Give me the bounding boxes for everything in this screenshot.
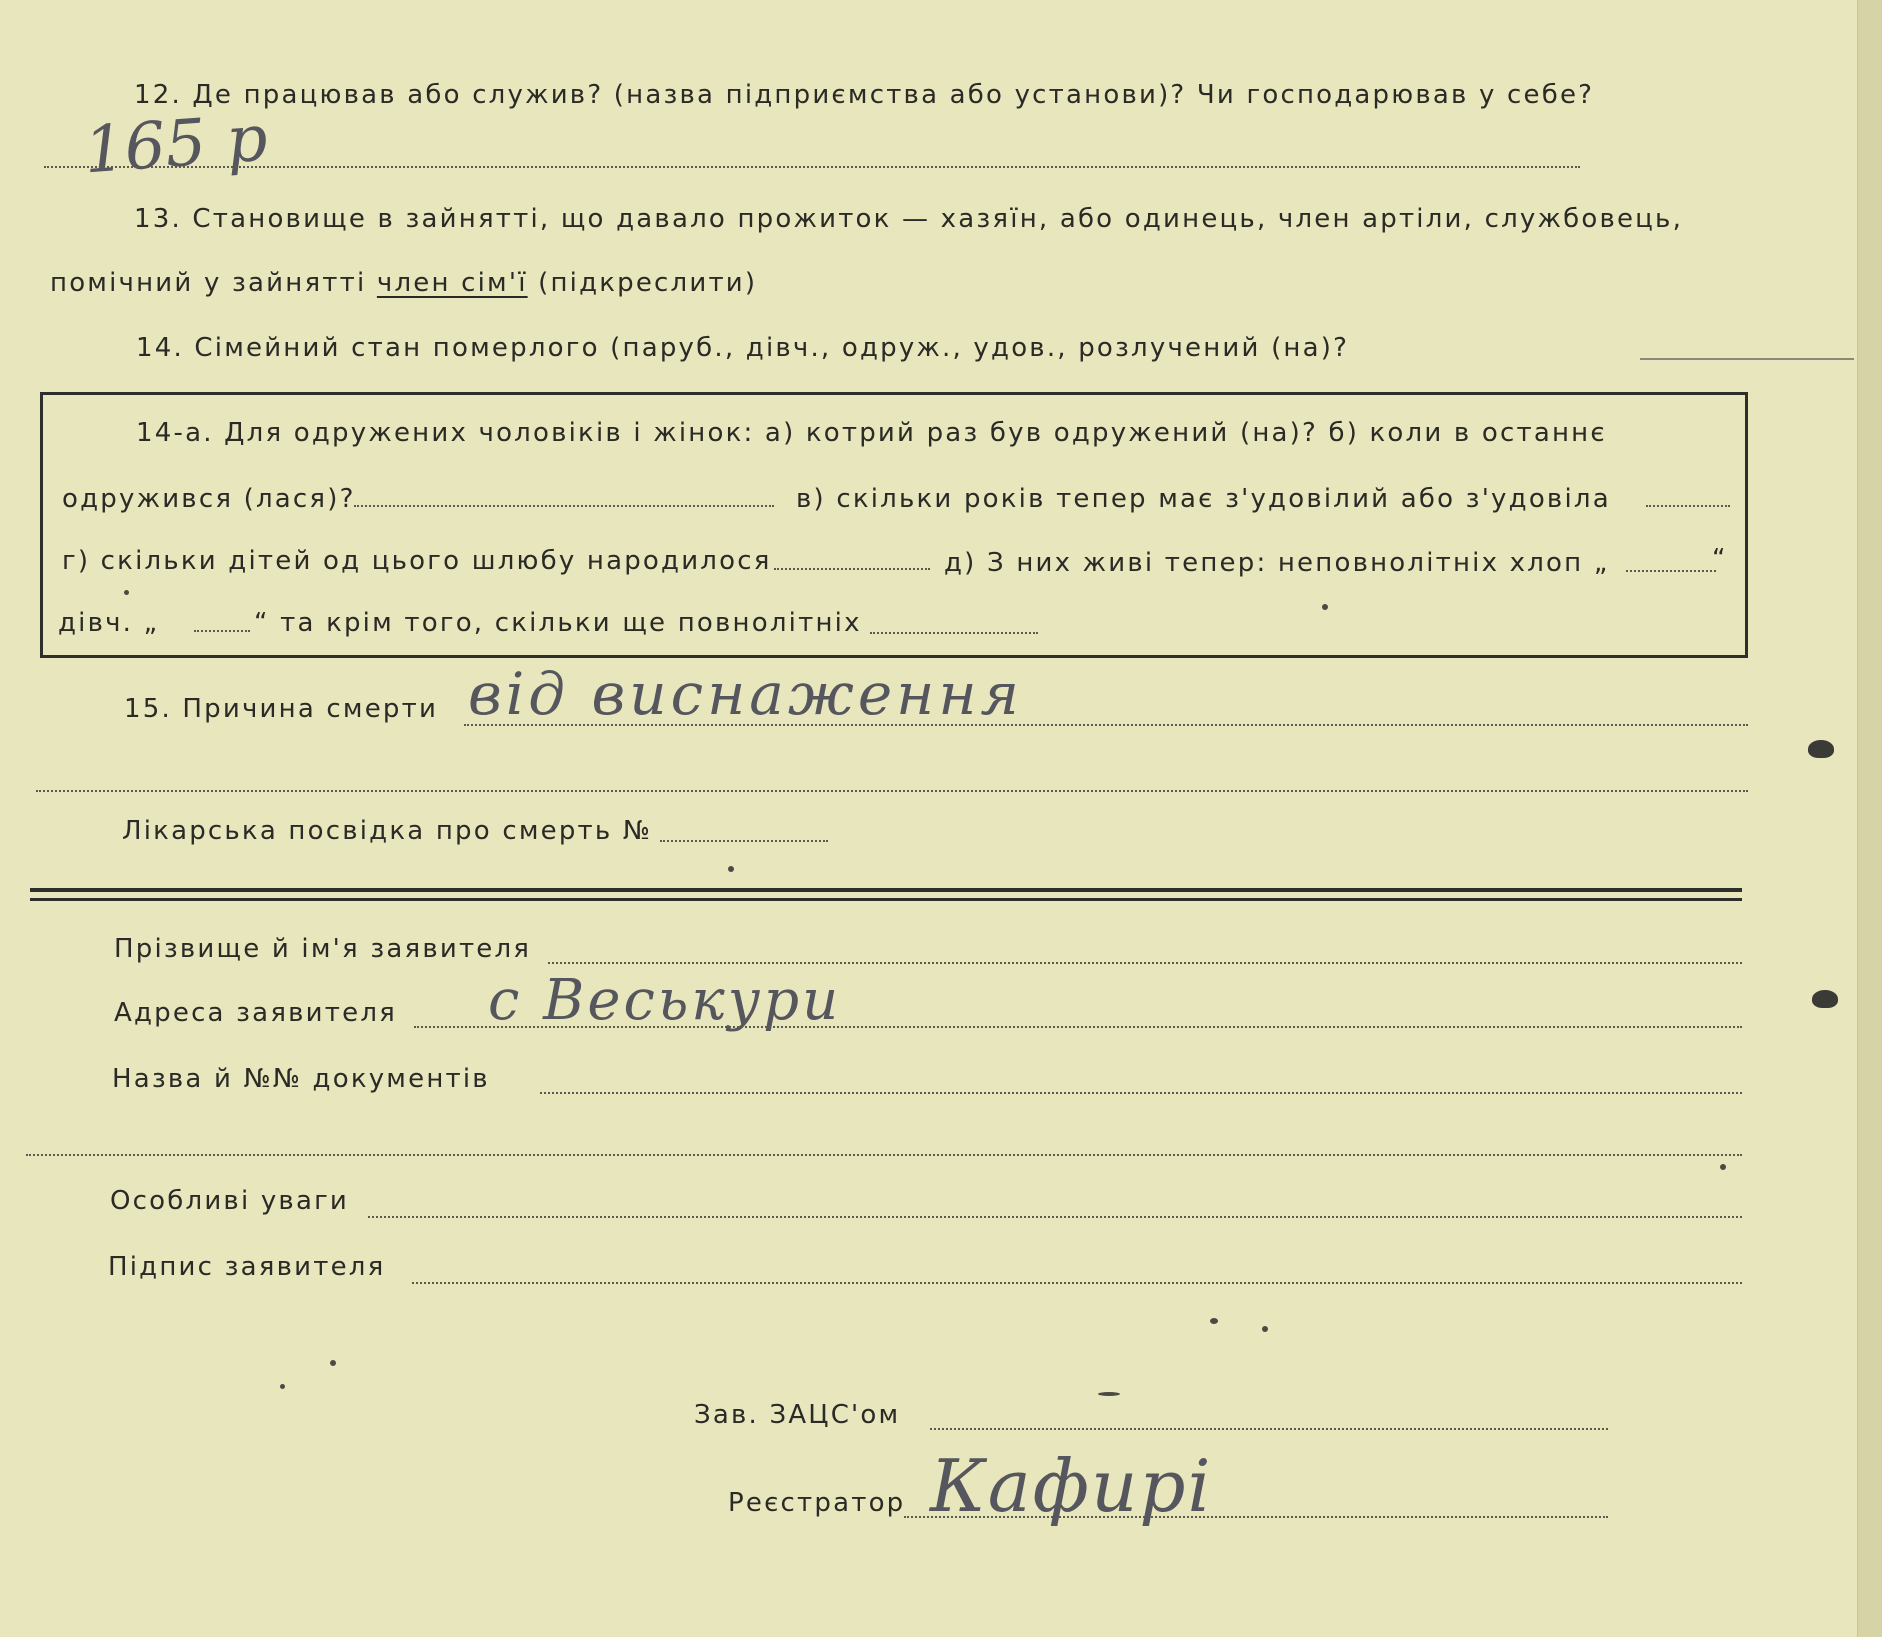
registry-head-label: Зав. ЗАЦС'ом — [694, 1400, 901, 1430]
question-14-label: 14. Сімейний стан померлого (паруб., дівч., одруж., удов., розлучений (на)? — [136, 333, 1350, 363]
applicant-documents-second-line — [26, 1154, 1742, 1156]
question-14a-girls-label: дівч. „ — [58, 608, 160, 638]
margin-note: 165 р — [81, 101, 270, 189]
applicant-name-label: Прізвище й ім'я заявителя — [114, 934, 532, 964]
paper-speck — [1210, 1318, 1218, 1324]
question-14a-minor-boys-line — [1626, 570, 1716, 572]
registrar-label: Реєстратор — [728, 1488, 906, 1518]
applicant-documents-line — [540, 1092, 1742, 1094]
question-14a-girls-line — [194, 630, 250, 632]
paper-speck — [124, 590, 129, 595]
question-14a-quote-close: “ — [1712, 544, 1728, 574]
applicant-signature-line — [412, 1282, 1742, 1284]
question-14a-adults-line — [870, 632, 1038, 634]
section-divider-bottom — [30, 898, 1742, 901]
paper-speck — [1262, 1326, 1268, 1332]
paper-edge — [1857, 0, 1882, 1637]
question-13-underlined-option: член сім'ї — [376, 268, 528, 298]
question-15-label: 15. Причина смерти — [124, 694, 439, 724]
registrar-signature: Кафирі — [930, 1444, 1213, 1528]
applicant-documents-label: Назва й №№ документів — [112, 1064, 490, 1094]
medical-certificate-label: Лікарська посвідка про смерть № — [122, 816, 653, 846]
applicant-address-handwritten: с Веськури — [488, 968, 842, 1033]
registry-head-line — [930, 1428, 1608, 1430]
question-14a-adults-label: “ та крім того, скільки ще повнолітніх — [254, 608, 862, 638]
special-notes-line — [368, 1216, 1742, 1218]
binding-hole — [1808, 740, 1834, 758]
applicant-signature-label: Підпис заявителя — [108, 1252, 386, 1282]
question-12-answer-line — [44, 166, 1580, 168]
applicant-address-label: Адреса заявителя — [114, 998, 397, 1028]
question-14a-children-line — [774, 568, 930, 570]
applicant-name-line — [548, 962, 1742, 964]
paper-speck — [330, 1360, 336, 1366]
question-14a-widowed-line — [1646, 505, 1730, 507]
paper-speck — [728, 866, 734, 872]
question-15-second-line — [36, 790, 1748, 792]
special-notes-label: Особливі уваги — [110, 1186, 350, 1216]
paper-speck — [280, 1384, 285, 1389]
paper-speck — [1098, 1392, 1120, 1396]
question-14a-line1: 14-а. Для одружених чоловіків і жінок: а) котрий раз був одружений (на)? б) коли в останнє — [136, 418, 1607, 448]
question-14-answer-line — [1640, 358, 1854, 360]
question-14a-married-line — [354, 505, 774, 507]
question-13-line2 — [50, 268, 757, 298]
question-13-line1: 13. Становище в зайнятті, що давало прожиток — хазяїн, або одинець, член артіли, службовець, — [134, 204, 1684, 234]
question-14a-married-label: одружився (лася)? — [62, 484, 356, 514]
question-13-prefix: помічний у зайнятті — [50, 268, 377, 298]
question-14a-children-label: г) скільки дітей од цього шлюбу народилося — [62, 546, 772, 576]
question-13-suffix: (підкреслити) — [527, 268, 758, 298]
section-divider-top — [30, 888, 1742, 892]
question-14a-minor-boys-label: д) З них живі тепер: неповнолітніх хлоп „ — [944, 548, 1610, 578]
question-14a-widowed-label: в) скільки років тепер має з'удовілий або з'удовіла — [796, 484, 1611, 514]
paper-speck — [1720, 1164, 1726, 1170]
question-12-label: 12. Де працював або служив? (назва підприємства або установи)? Чи господарював у себе? — [134, 80, 1595, 110]
cause-of-death-handwritten: від виснаження — [468, 660, 1023, 728]
binding-hole — [1812, 990, 1838, 1008]
paper-speck — [1322, 604, 1328, 610]
medical-certificate-line — [660, 840, 828, 842]
